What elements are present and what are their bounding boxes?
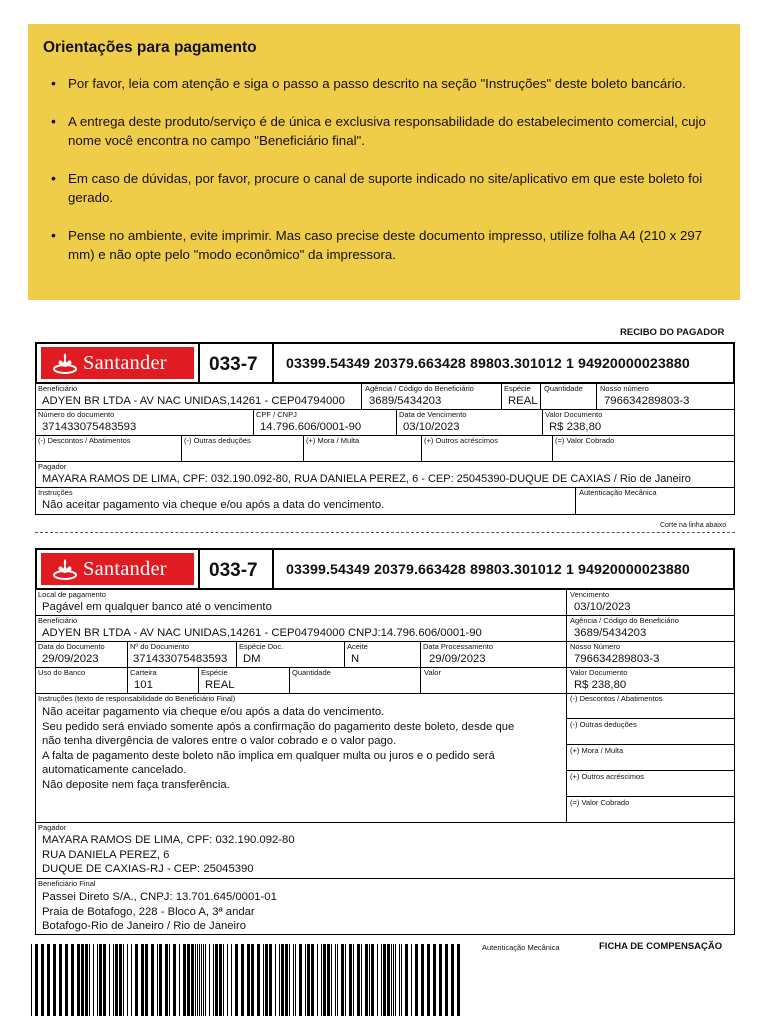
barcode-bar xyxy=(341,944,344,1016)
barcode-bar xyxy=(377,944,378,1016)
barcode-bar xyxy=(89,944,90,1016)
instrucoes-text xyxy=(42,705,514,792)
barcode-bar xyxy=(311,944,314,1016)
divider xyxy=(566,744,735,745)
label-especie: Espécie xyxy=(504,384,531,393)
digitable-line[interactable]: 03399.54349 20379.663428 89803.301012 1 94920000023880 xyxy=(286,356,690,372)
barcode-bar xyxy=(345,944,346,1016)
label-outros-acrescimos: (+) Outros acréscimos xyxy=(570,772,644,781)
barcode-bar xyxy=(391,944,392,1016)
label-outras-deducoes: (-) Outras deduções xyxy=(570,720,637,729)
barcode-bar xyxy=(361,944,362,1016)
receipt-header: RECIBO DO PAGADOR xyxy=(620,327,725,338)
data-documento-value: 29/09/2023 xyxy=(42,653,99,665)
barcode-bar xyxy=(421,944,424,1016)
label-data-processamento: Data Processamento xyxy=(423,642,494,651)
beneficiario-value: ADYEN BR LTDA - AV NAC UNIDAS,14261 - CEP04794000 xyxy=(42,395,345,407)
barcode-bar xyxy=(439,944,442,1016)
santander-flame-icon xyxy=(53,558,77,580)
barcode xyxy=(31,944,461,1016)
guideline-item: • Em caso de dúvidas, por favor, procure o canal de suporte indicado no site/aplicativo em que este boleto foi gerado. xyxy=(48,169,708,207)
barcode-bar xyxy=(191,944,194,1016)
numero-documento-value: 371433075483593 xyxy=(42,421,137,433)
label-pagador: Pagador xyxy=(38,823,67,832)
barcode-bar xyxy=(399,944,400,1016)
guideline-item: • Por favor, leia com atenção e siga o passo a passo descrito na seção "Instruções" deste boleto bancário. xyxy=(48,74,708,93)
instrucoes-line: automaticamente cancelado. xyxy=(42,764,187,776)
label-quantidade: Quantidade xyxy=(292,668,331,677)
guideline-item: • Pense no ambiente, evite imprimir. Mas caso precise deste documento impresso, utilize folha A4 (210 x 297 mm) e não opte pelo "modo econômico" da impressora. xyxy=(48,226,708,264)
barcode-bar xyxy=(65,944,68,1016)
label-pagador: Pagador xyxy=(38,462,67,471)
divider xyxy=(566,718,735,719)
barcode-bar xyxy=(427,944,430,1016)
divider xyxy=(181,435,182,461)
label-outros-acrescimos: (+) Outros acréscimos xyxy=(424,436,498,445)
label-data-vencimento: Data de Vencimento xyxy=(399,410,467,419)
barcode-bar xyxy=(81,944,84,1016)
divider xyxy=(289,667,290,693)
barcode-bar xyxy=(151,944,154,1016)
barcode-bar xyxy=(115,944,118,1016)
barcode-bar xyxy=(183,944,186,1016)
divider xyxy=(35,822,735,823)
label-agencia: Agência / Código do Beneficiário xyxy=(365,384,474,393)
label-agencia: Agência / Código do Beneficiário xyxy=(570,616,679,625)
especie-doc-value: DM xyxy=(243,653,261,665)
barcode-bar xyxy=(395,944,396,1016)
barcode-bar xyxy=(47,944,50,1016)
aceite-value: N xyxy=(351,653,360,665)
divider xyxy=(127,641,128,667)
divider xyxy=(344,641,345,667)
barcode-bar xyxy=(381,944,382,1016)
label-valor: Valor xyxy=(424,668,441,677)
divider xyxy=(566,770,735,771)
divider xyxy=(596,383,597,409)
barcode-bar xyxy=(165,944,168,1016)
barcode-bar xyxy=(109,944,110,1016)
barcode-bar xyxy=(289,944,290,1016)
barcode-bar xyxy=(387,944,390,1016)
barcode-bar xyxy=(265,944,268,1016)
instrucoes-line: Não aceitar pagamento via cheque e/ou após a data do vencimento. xyxy=(42,706,385,718)
barcode-bar xyxy=(357,944,360,1016)
label-autenticacao: Autenticação Mecânica xyxy=(482,943,560,952)
label-beneficiario-final: Beneficiário Final xyxy=(38,879,96,888)
santander-logo xyxy=(41,553,194,585)
barcode-bar xyxy=(219,944,222,1016)
pagador-line: DUQUE DE CAXIAS-RJ - CEP: 25045390 xyxy=(42,863,254,875)
barcode-bar xyxy=(451,944,454,1016)
pagador-line: RUA DANIELA PEREZ, 6 xyxy=(42,848,170,861)
barcode-bar xyxy=(77,944,80,1016)
payment-guidelines-box xyxy=(28,24,740,300)
divider xyxy=(198,342,200,384)
agencia-value: 3689/5434203 xyxy=(574,627,647,639)
barcode-bar xyxy=(393,944,394,1016)
label-descontos: (-) Descontos / Abatimentos xyxy=(38,436,131,445)
barcode-bar xyxy=(199,944,200,1016)
beneficiario-value: ADYEN BR LTDA - AV NAC UNIDAS,14261 - CEP04794000 CNPJ:14.796.606/0001-90 xyxy=(42,627,482,639)
agencia-value: 3689/5434203 xyxy=(369,395,442,407)
barcode-bar xyxy=(235,944,238,1016)
vencimento-value: 03/10/2023 xyxy=(574,601,631,613)
cpf-cnpj-value: 14.796.606/0001-90 xyxy=(260,421,362,433)
barcode-bar xyxy=(223,944,224,1016)
barcode-bar xyxy=(321,944,322,1016)
divider xyxy=(542,409,543,435)
barcode-bar xyxy=(201,944,202,1016)
barcode-bar xyxy=(337,944,338,1016)
barcode-bar xyxy=(159,944,162,1016)
barcode-bar xyxy=(331,944,332,1016)
label-numero-documento: Número do documento xyxy=(38,410,115,419)
barcode-bar xyxy=(145,944,148,1016)
divider xyxy=(303,435,304,461)
divider xyxy=(35,878,735,879)
barcode-bar xyxy=(99,944,102,1016)
label-especie-doc: Espécie Doc. xyxy=(239,642,284,651)
barcode-bar xyxy=(213,944,214,1016)
label-uso-banco: Uso do Banco xyxy=(38,668,86,677)
label-autenticacao: Autenticação Mecânica xyxy=(579,488,657,497)
divider xyxy=(198,548,200,590)
label-data-documento: Data do Documento xyxy=(38,642,105,651)
divider xyxy=(35,409,735,410)
barcode-bar xyxy=(369,944,370,1016)
barcode-bar xyxy=(317,944,318,1016)
label-nosso-numero: Nosso Número xyxy=(570,642,621,651)
label-valor-documento: Valor Documento xyxy=(570,668,628,677)
barcode-bar xyxy=(157,944,158,1016)
barcode-bar xyxy=(195,944,196,1016)
label-outras-deducoes: (-) Outras deduções xyxy=(184,436,251,445)
divider xyxy=(35,461,735,462)
label-quantidade: Quantidade xyxy=(544,384,583,393)
especie-value: REAL xyxy=(508,395,538,407)
barcode-bar xyxy=(187,944,190,1016)
barcode-bar xyxy=(415,944,418,1016)
barcode-bar xyxy=(285,944,288,1016)
barcode-bar xyxy=(383,944,386,1016)
instrucoes-line: não tenha divergência de valores entre o valor cobrado e o valor pago. xyxy=(42,735,397,747)
data-vencimento-value: 03/10/2023 xyxy=(403,421,460,433)
barcode-bar xyxy=(127,944,128,1016)
bank-name: Santander xyxy=(83,557,167,580)
barcode-bar xyxy=(353,944,354,1016)
label-numero-documento: Nº do Documento xyxy=(130,642,190,651)
barcode-bar xyxy=(53,944,56,1016)
barcode-bar xyxy=(205,944,206,1016)
cut-line xyxy=(35,532,735,533)
barcode-bar xyxy=(269,944,272,1016)
barcode-bar xyxy=(323,944,326,1016)
divider xyxy=(127,667,128,693)
label-cpf-cnpj: CPF / CNPJ xyxy=(256,410,297,419)
nosso-numero-value: 796634289803-3 xyxy=(574,653,660,665)
barcode-bar xyxy=(405,944,408,1016)
label-instrucoes: Instruções xyxy=(38,488,73,497)
barcode-bar xyxy=(457,944,460,1016)
bank-code: 033-7 xyxy=(209,560,258,581)
beneficiario-final-line: Passei Direto S/A., CNPJ: 13.701.645/0001-01 xyxy=(42,891,277,903)
valor-documento-value: R$ 238,80 xyxy=(549,421,602,433)
label-carteira: Carteira xyxy=(130,668,157,677)
barcode-bar xyxy=(251,944,254,1016)
barcode-bar xyxy=(349,944,352,1016)
divider xyxy=(566,589,567,822)
instrucoes-line: A falta de pagamento deste boleto não implica em qualquer multa ou juros e o pedido será xyxy=(42,749,495,762)
divider xyxy=(272,548,274,590)
label-local-pagamento: Local de pagamento xyxy=(38,590,106,599)
barcode-bar xyxy=(93,944,94,1016)
barcode-bar xyxy=(169,944,170,1016)
carteira-value: 101 xyxy=(134,679,153,691)
divider xyxy=(236,641,237,667)
barcode-bar xyxy=(281,944,284,1016)
barcode-bar xyxy=(173,944,176,1016)
beneficiario-final-line: Praia de Botafogo, 228 - Bloco A, 3ª andar xyxy=(42,905,255,918)
divider xyxy=(552,435,553,461)
barcode-bar xyxy=(227,944,228,1016)
label-beneficiario: Beneficiário xyxy=(38,384,78,393)
bank-code: 033-7 xyxy=(209,354,258,375)
divider xyxy=(421,435,422,461)
numero-documento-value: 371433075483593 xyxy=(133,653,228,665)
label-especie: Espécie xyxy=(201,668,228,677)
divider xyxy=(361,383,362,409)
divider xyxy=(420,641,421,667)
barcode-bar xyxy=(247,944,250,1016)
barcode-bar xyxy=(433,944,436,1016)
barcode-bar xyxy=(445,944,448,1016)
beneficiario-final-line: Botafogo-Rio de Janeiro / Rio de Janeiro xyxy=(42,920,247,932)
pagador-value: MAYARA RAMOS DE LIMA, CPF: 032.190.092-80, RUA DANIELA PEREZ, 6 - CEP: 25045390-DUQUE DE CAXIAS / Rio de Janeiro xyxy=(42,473,691,485)
instrucoes-line: Seu pedido será enviado somente após a confirmação do pagamento deste boleto, desde que xyxy=(42,720,515,733)
guideline-item: • A entrega deste produto/serviço é de única e exclusiva responsabilidade do estabelecimento comercial, cujo nome você encontra no campo "Beneficiário final". xyxy=(48,112,708,150)
barcode-bar xyxy=(215,944,218,1016)
barcode-bar xyxy=(231,944,232,1016)
barcode-bar xyxy=(131,944,132,1016)
label-valor-cobrado: (=) Valor Cobrado xyxy=(570,798,630,807)
barcode-bar xyxy=(209,944,210,1016)
barcode-bar xyxy=(401,944,402,1016)
barcode-bar xyxy=(263,944,264,1016)
barcode-bar xyxy=(257,944,260,1016)
label-valor-cobrado: (=) Valor Cobrado xyxy=(555,436,615,445)
ficha-compensacao-title: FICHA DE COMPENSAÇÃO xyxy=(599,941,723,952)
guidelines-title: Orientações para pagamento xyxy=(43,39,257,56)
barcode-bar xyxy=(197,944,198,1016)
label-nosso-numero: Nosso número xyxy=(600,384,649,393)
pagador-text xyxy=(42,833,295,877)
divider xyxy=(396,409,397,435)
barcode-bar xyxy=(135,944,138,1016)
barcode-bar xyxy=(411,944,412,1016)
divider xyxy=(35,435,735,436)
barcode-bar xyxy=(335,944,336,1016)
barcode-bar xyxy=(203,944,204,1016)
label-beneficiario: Beneficiário xyxy=(38,616,78,625)
label-mora-multa: (+) Mora / Multa xyxy=(570,746,624,755)
barcode-bar xyxy=(295,944,296,1016)
divider xyxy=(420,667,421,693)
divider xyxy=(272,342,274,384)
label-vencimento: Vencimento xyxy=(570,590,610,599)
label-valor-documento: Valor Documento xyxy=(545,410,603,419)
barcode-bar xyxy=(179,944,180,1016)
pagador-line: MAYARA RAMOS DE LIMA, CPF: 032.190.092-80 xyxy=(42,834,295,846)
barcode-bar xyxy=(371,944,374,1016)
divider xyxy=(253,409,254,435)
barcode-bar xyxy=(103,944,106,1016)
digitable-line[interactable]: 03399.54349 20379.663428 89803.301012 1 94920000023880 xyxy=(286,562,690,578)
santander-logo xyxy=(41,347,194,379)
barcode-bar xyxy=(305,944,306,1016)
instrucoes-line: Não deposite nem faça transferência. xyxy=(42,778,230,791)
label-mora-multa: (+) Mora / Multa xyxy=(306,436,360,445)
barcode-bar xyxy=(31,944,32,1016)
divider xyxy=(501,383,502,409)
especie-value: REAL xyxy=(205,679,235,691)
data-processamento-value: 29/09/2023 xyxy=(429,653,486,665)
barcode-bar xyxy=(59,944,62,1016)
cut-line-label: Corte na linha abaixo xyxy=(660,522,727,529)
valor-documento-value: R$ 238,80 xyxy=(574,679,627,691)
divider xyxy=(198,667,199,693)
barcode-bar xyxy=(299,944,302,1016)
barcode-bar xyxy=(141,944,144,1016)
barcode-bar xyxy=(113,944,114,1016)
beneficiario-final-text xyxy=(42,890,277,934)
divider xyxy=(566,796,735,797)
local-pagamento-value: Pagável em qualquer banco até o vencimento xyxy=(42,601,272,613)
barcode-bar xyxy=(85,944,88,1016)
bank-name: Santander xyxy=(83,351,167,374)
barcode-bar xyxy=(293,944,294,1016)
barcode-bar xyxy=(327,944,330,1016)
barcode-bar xyxy=(71,944,74,1016)
santander-flame-icon xyxy=(53,352,77,374)
barcode-bar xyxy=(365,944,368,1016)
label-aceite: Aceite xyxy=(347,642,368,651)
barcode-bar xyxy=(279,944,280,1016)
barcode-bar xyxy=(41,944,44,1016)
divider xyxy=(575,487,576,515)
barcode-bar xyxy=(97,944,98,1016)
guidelines-list xyxy=(48,74,708,283)
nosso-numero-value: 796634289803-3 xyxy=(604,395,690,407)
barcode-bar xyxy=(307,944,310,1016)
divider xyxy=(540,383,541,409)
barcode-bar xyxy=(241,944,244,1016)
label-instrucoes: Instruções (texto de responsabilidade do Beneficiário Final) xyxy=(38,694,236,703)
label-descontos: (-) Descontos / Abatimentos xyxy=(570,694,663,703)
barcode-bar xyxy=(35,944,38,1016)
instrucoes-value: Não aceitar pagamento via cheque e/ou após a data do vencimento. xyxy=(42,499,385,511)
barcode-bar xyxy=(119,944,122,1016)
barcode-bar xyxy=(123,944,124,1016)
barcode-bar xyxy=(275,944,276,1016)
